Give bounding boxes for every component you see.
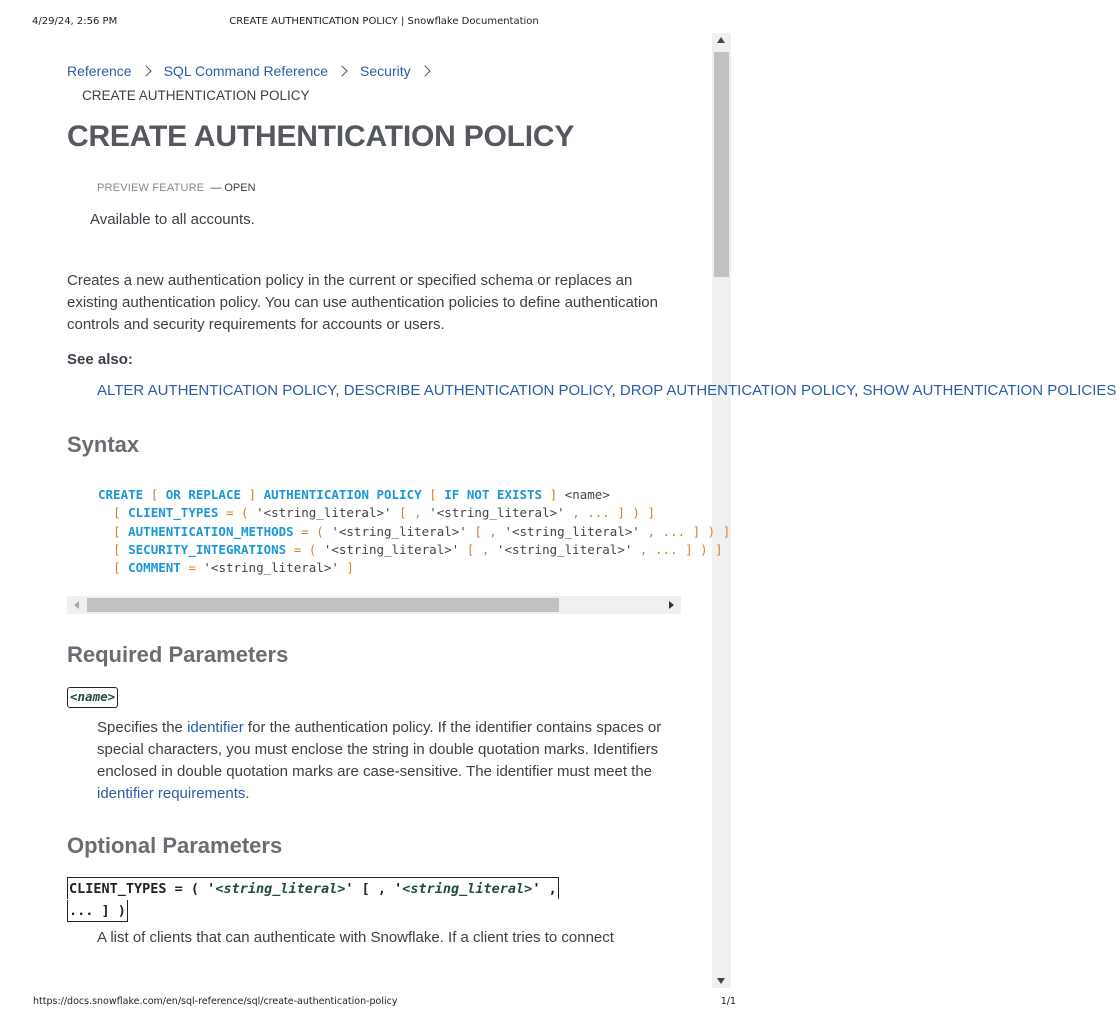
scroll-up-arrow-icon[interactable] [717,37,725,43]
horizontal-scrollbar[interactable] [67,596,681,614]
param-name-code: <name> [67,687,118,708]
breadcrumb [67,58,681,84]
print-footer [0,996,768,1010]
client-types-code-line1 [67,877,559,899]
code-text: ' , [532,881,557,897]
page-title: CREATE AUTHENTICATION POLICY [67,120,575,153]
breadcrumb-item-security[interactable]: Security [360,63,411,79]
availability-note: Available to all accounts. [90,211,255,228]
breadcrumb-item-sql-command-reference[interactable]: SQL Command Reference [163,63,329,79]
print-page-number: 1/1 [720,996,736,1007]
chevron-right-icon [140,65,151,76]
identifier-link[interactable]: identifier [187,719,244,736]
main-content [67,58,1116,949]
see-also-heading: See also: [67,351,133,368]
print-title: CREATE AUTHENTICATION POLICY | Snowflake Documentation [229,16,539,27]
code-arg: <string_literal> [215,881,346,897]
scroll-right-arrow-icon[interactable] [669,601,674,609]
syntax-code-block[interactable] [67,486,731,614]
client-types-code-line2: ... ] ) [67,900,128,922]
client-types-code [67,877,647,922]
code-arg: <string_literal> [402,881,533,897]
vertical-scroll-thumb[interactable] [714,52,729,277]
syntax-code: CREATE [ OR REPLACE ] AUTHENTICATION POLICY [ IF NOT EXISTS ] <name> [ CLIENT_TYPES = ( '<string_literal>' [ , '<string_literal>' , ... ] ) ] [ AUTHENTICATION_METHODS = ( '<string_literal>' [ , '<string_literal>' , ... ] ) ] [ SECURITY_INTEGRATIONS = ( '<string_literal>' [ , '<string_literal>' , ... ] ) ] [ COMMENT = '<string_literal>' ] [98,487,731,576]
client-types-description: A list of clients that can authenticate with Snowflake. If a client tries to connect [97,929,614,946]
print-url: https://docs.snowflake.com/en/sql-reference/sql/create-authentication-policy [33,996,398,1007]
intro-paragraph: Creates a new authentication policy in the current or specified schema or replaces an existing authentication policy. You can use authentication policies to define authentication controls and security requirements for accounts or users. [67,272,658,333]
preview-feature-label: PREVIEW FEATURE [97,182,205,194]
syntax-heading: Syntax [67,432,140,457]
link-separator: , [854,382,863,399]
link-alter-authentication-policy[interactable]: ALTER AUTHENTICATION POLICY [97,382,336,399]
scroll-down-arrow-icon[interactable] [717,978,725,984]
see-also-links [97,380,1116,402]
vertical-scrollbar[interactable] [712,33,731,988]
identifier-requirements-link[interactable]: identifier requirements [97,785,246,802]
desc-text: for the authentication policy. If the identifier contains spaces or special characters, you must enclose the string in double quotation marks. Identifiers enclosed in double quotation marks are case-sensitive. The identifier must meet the [97,719,662,780]
horizontal-scroll-thumb[interactable] [87,598,559,612]
link-show-authentication-policies[interactable]: SHOW AUTHENTICATION POLICIES [862,382,1116,399]
desc-text: . [245,785,250,802]
print-date: 4/29/24, 2:56 PM [32,16,118,27]
required-parameters-heading: Required Parameters [67,642,289,667]
link-drop-authentication-policy[interactable]: DROP AUTHENTICATION POLICY [619,382,855,399]
chevron-right-icon [419,65,430,76]
code-text: CLIENT_TYPES = ( ' [69,881,216,897]
code-text: ' [ , ' [345,881,403,897]
desc-text: Specifies the [97,719,188,736]
preview-feature-badge [97,178,681,198]
link-separator: , [611,382,620,399]
scroll-left-arrow-icon[interactable] [74,601,79,609]
link-separator: , [335,382,344,399]
breadcrumb-item-reference[interactable]: Reference [67,63,132,79]
print-header [0,16,768,30]
link-describe-authentication-policy[interactable]: DESCRIBE AUTHENTICATION POLICY [343,382,612,399]
preview-status: — OPEN [210,182,256,194]
breadcrumb-current: CREATE AUTHENTICATION POLICY [82,88,310,103]
optional-parameters-heading: Optional Parameters [67,833,283,858]
chevron-right-icon [336,65,347,76]
param-name-description [97,717,681,805]
